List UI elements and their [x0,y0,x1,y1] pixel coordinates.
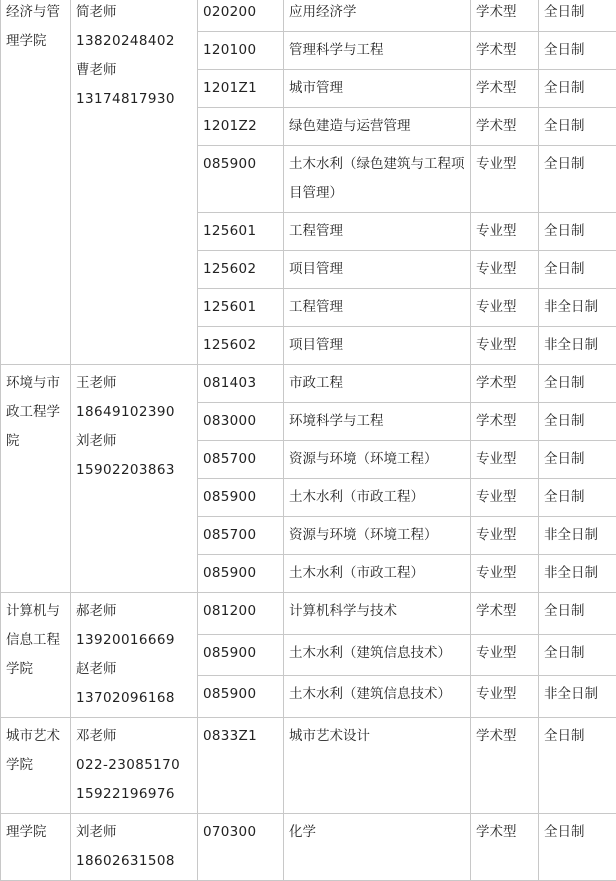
program-type-cell: 专业型 [471,251,539,289]
program-type-cell: 学术型 [471,0,539,32]
program-code-cell: 125601 [198,213,284,251]
program-code-cell: 085700 [198,517,284,555]
contact-person: 邓老师 [76,722,195,751]
program-code-cell: 120100 [198,32,284,70]
program-code-cell: 0833Z1 [198,718,284,814]
contact-person: 刘老师 [76,427,195,456]
program-type-cell: 专业型 [471,676,539,718]
program-name-cell: 城市艺术设计 [284,718,471,814]
study-mode-cell: 全日制 [539,251,616,289]
contact-phone: 15922196976 [76,780,195,809]
study-mode-cell: 全日制 [539,441,616,479]
program-name-cell: 项目管理 [284,251,471,289]
program-code-cell: 020200 [198,0,284,32]
study-mode-cell: 全日制 [539,32,616,70]
table-row [1,814,616,881]
program-name-cell: 计算机科学与技术 [284,593,471,635]
contact-cell [71,365,198,593]
contact-phone: 13702096168 [76,684,195,713]
school-name-cell: 环境与市政工程学院 [1,365,71,593]
program-type-cell: 学术型 [471,108,539,146]
contact-person: 曹老师 [76,56,195,85]
contact-phone: 022-23085170 [76,751,195,780]
study-mode-cell: 全日制 [539,365,616,403]
program-code-cell: 085900 [198,479,284,517]
table-row [1,718,616,814]
contact-phone: 18602631508 [76,847,195,876]
study-mode-cell: 全日制 [539,108,616,146]
program-name-cell: 市政工程 [284,365,471,403]
program-name-cell: 城市管理 [284,70,471,108]
program-type-cell: 专业型 [471,146,539,213]
program-name-cell: 资源与环境（环境工程） [284,517,471,555]
contact-cell [71,593,198,718]
study-mode-cell: 全日制 [539,70,616,108]
study-mode-cell: 全日制 [539,146,616,213]
study-mode-cell: 非全日制 [539,676,616,718]
study-mode-cell: 非全日制 [539,289,616,327]
program-code-cell: 1201Z1 [198,70,284,108]
table-row [1,0,616,32]
contact-person: 简老师 [76,0,195,27]
program-name-cell: 土木水利（绿色建筑与工程项目管理） [284,146,471,213]
school-name-cell: 计算机与信息工程学院 [1,593,71,718]
program-code-cell: 085700 [198,441,284,479]
program-name-cell: 土木水利（建筑信息技术） [284,676,471,718]
program-type-cell: 学术型 [471,593,539,635]
contact-phone: 13920016669 [76,626,195,655]
contact-person: 王老师 [76,369,195,398]
contact-person: 郝老师 [76,597,195,626]
study-mode-cell: 全日制 [539,634,616,676]
contact-phone: 13174817930 [76,85,195,114]
program-code-cell: 085900 [198,146,284,213]
program-code-cell: 125602 [198,251,284,289]
program-name-cell: 土木水利（市政工程） [284,555,471,593]
program-type-cell: 学术型 [471,365,539,403]
contact-phone: 13820248402 [76,27,195,56]
program-code-cell: 125601 [198,289,284,327]
program-code-cell: 070300 [198,814,284,881]
table-row [1,593,616,635]
program-type-cell: 学术型 [471,814,539,881]
program-code-cell: 081200 [198,593,284,635]
program-type-cell: 专业型 [471,634,539,676]
program-name-cell: 绿色建造与运营管理 [284,108,471,146]
study-mode-cell: 全日制 [539,593,616,635]
program-name-cell: 资源与环境（环境工程） [284,441,471,479]
contact-person: 赵老师 [76,655,195,684]
program-code-cell: 1201Z2 [198,108,284,146]
program-name-cell: 应用经济学 [284,0,471,32]
program-type-cell: 学术型 [471,70,539,108]
table-row [1,365,616,403]
study-mode-cell: 非全日制 [539,517,616,555]
program-type-cell: 学术型 [471,718,539,814]
contact-cell [71,814,198,881]
program-type-cell: 专业型 [471,555,539,593]
contact-phone: 15902203863 [76,456,195,485]
contact-person: 刘老师 [76,818,195,847]
program-name-cell: 工程管理 [284,289,471,327]
program-type-cell: 专业型 [471,327,539,365]
program-type-cell: 专业型 [471,517,539,555]
study-mode-cell: 全日制 [539,0,616,32]
study-mode-cell: 非全日制 [539,327,616,365]
table-body [1,0,616,881]
program-name-cell: 化学 [284,814,471,881]
program-type-cell: 学术型 [471,32,539,70]
program-code-cell: 125602 [198,327,284,365]
contact-phone: 18649102390 [76,398,195,427]
program-name-cell: 项目管理 [284,327,471,365]
contact-cell [71,718,198,814]
school-name-cell: 理学院 [1,814,71,881]
program-code-cell: 081403 [198,365,284,403]
program-type-cell: 专业型 [471,441,539,479]
program-code-cell: 085900 [198,676,284,718]
program-name-cell: 管理科学与工程 [284,32,471,70]
program-name-cell: 土木水利（市政工程） [284,479,471,517]
program-code-cell: 085900 [198,634,284,676]
program-type-cell: 专业型 [471,289,539,327]
study-mode-cell: 全日制 [539,479,616,517]
program-name-cell: 工程管理 [284,213,471,251]
program-code-cell: 085900 [198,555,284,593]
program-name-cell: 环境科学与工程 [284,403,471,441]
study-mode-cell: 全日制 [539,403,616,441]
study-mode-cell: 全日制 [539,213,616,251]
program-type-cell: 专业型 [471,479,539,517]
study-mode-cell: 全日制 [539,718,616,814]
school-name-cell: 经济与管理学院 [1,0,71,365]
program-code-cell: 083000 [198,403,284,441]
contact-cell [71,0,198,365]
program-type-cell: 学术型 [471,403,539,441]
program-name-cell: 土木水利（建筑信息技术） [284,634,471,676]
study-mode-cell: 全日制 [539,814,616,881]
school-name-cell: 城市艺术学院 [1,718,71,814]
study-mode-cell: 非全日制 [539,555,616,593]
program-type-cell: 专业型 [471,213,539,251]
